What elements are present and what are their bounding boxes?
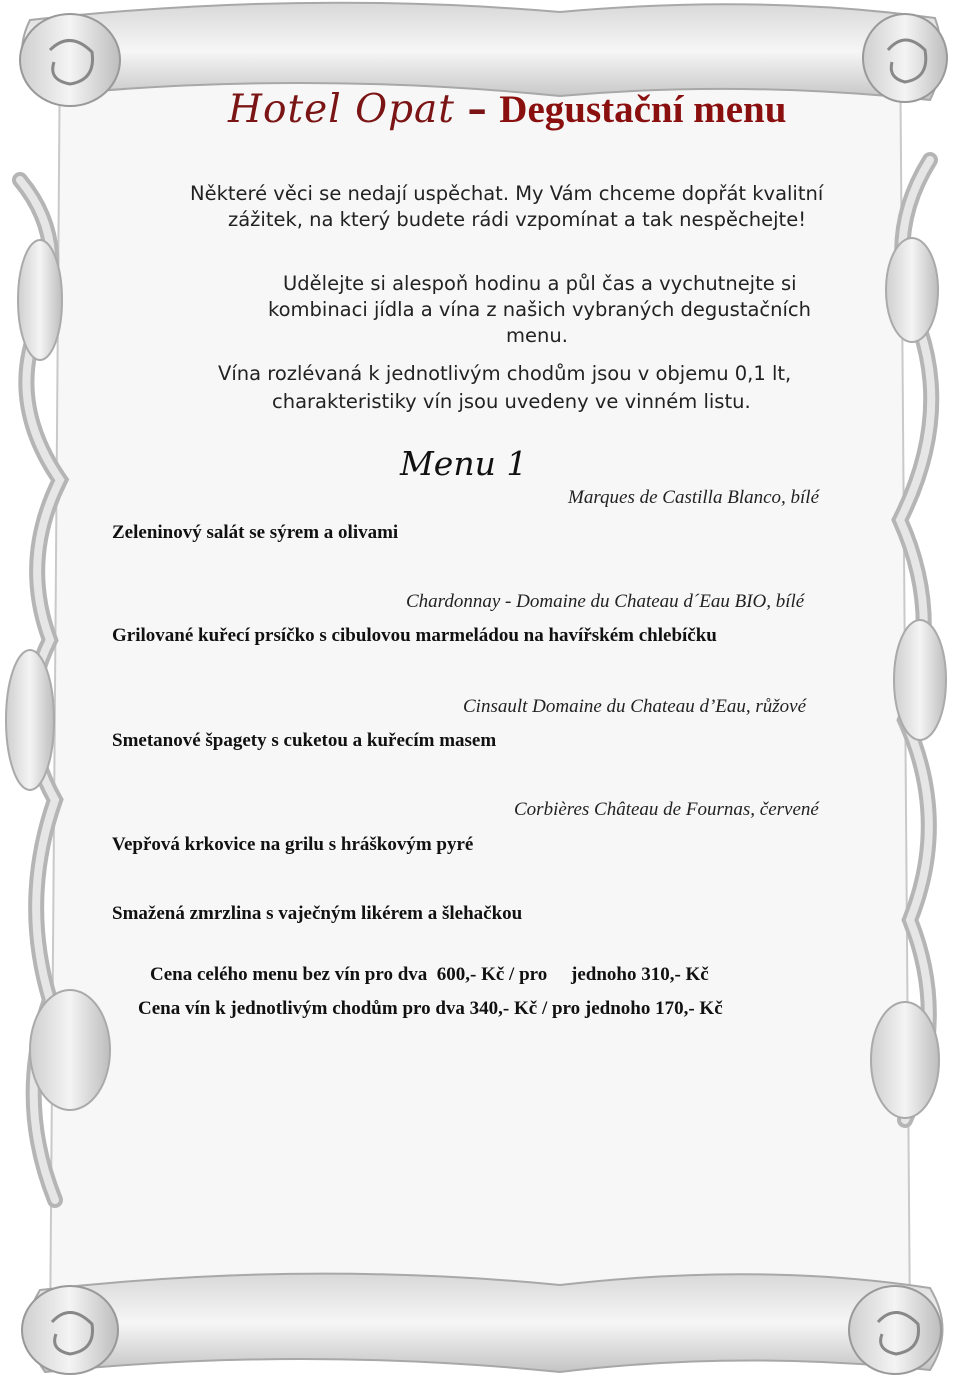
title-hotel-name: Hotel Opat: [228, 87, 455, 132]
intro-line-5: menu.: [506, 324, 568, 347]
intro-line-4: kombinaci jídla a vína z našich vybraných degustačních: [268, 298, 812, 321]
wine-course-3: Cinsault Domaine du Chateau d’Eau, růžové: [463, 696, 807, 717]
menu-heading: Menu 1: [400, 444, 528, 483]
dish-course-5: Smažená zmrzlina s vaječným likérem a šlehačkou: [112, 903, 523, 924]
price-wine-pairing: Cena vín k jednotlivým chodům pro dva 340,- Kč / pro jednoho 170,- Kč: [138, 998, 723, 1019]
intro-line-7: charakteristiky vín jsou uvedeny ve vinném listu.: [272, 390, 751, 413]
intro-line-2: zážitek, na který budete rádi vzpomínat a tak nespěchejte!: [228, 208, 807, 231]
wine-course-1: Marques de Castilla Blanco, bílé: [568, 487, 820, 508]
dish-course-3: Smetanové špagety s cuketou a kuřecím masem: [112, 730, 497, 751]
dish-course-4: Vepřová krkovice na grilu s hráškovým pyré: [112, 834, 474, 855]
wine-course-4: Corbières Château de Fournas, červené: [514, 799, 819, 820]
intro-line-6: Vína rozlévaná k jednotlivým chodům jsou v objemu 0,1 lt,: [218, 362, 792, 385]
price-menu-without-wine: Cena celého menu bez vín pro dva 600,- Kč / pro jednoho 310,- Kč: [150, 964, 709, 985]
title-menu-name: Degustační menu: [499, 88, 787, 131]
wine-course-2: Chardonnay - Domaine du Chateau d´Eau BIO, bílé: [406, 591, 805, 612]
intro-line-1: Některé věci se nedají uspěchat. My Vám chceme dopřát kvalitní: [190, 182, 824, 205]
title-separator: –: [467, 86, 487, 132]
intro-line-3: Udělejte si alespoň hodinu a půl čas a vychutnejte si: [283, 272, 797, 295]
dish-course-2: Grilované kuřecí prsíčko s cibulovou marmeládou na havířském chlebíčku: [112, 625, 717, 646]
dish-course-1: Zeleninový salát se sýrem a olivami: [112, 522, 399, 543]
page-title: [228, 84, 788, 134]
